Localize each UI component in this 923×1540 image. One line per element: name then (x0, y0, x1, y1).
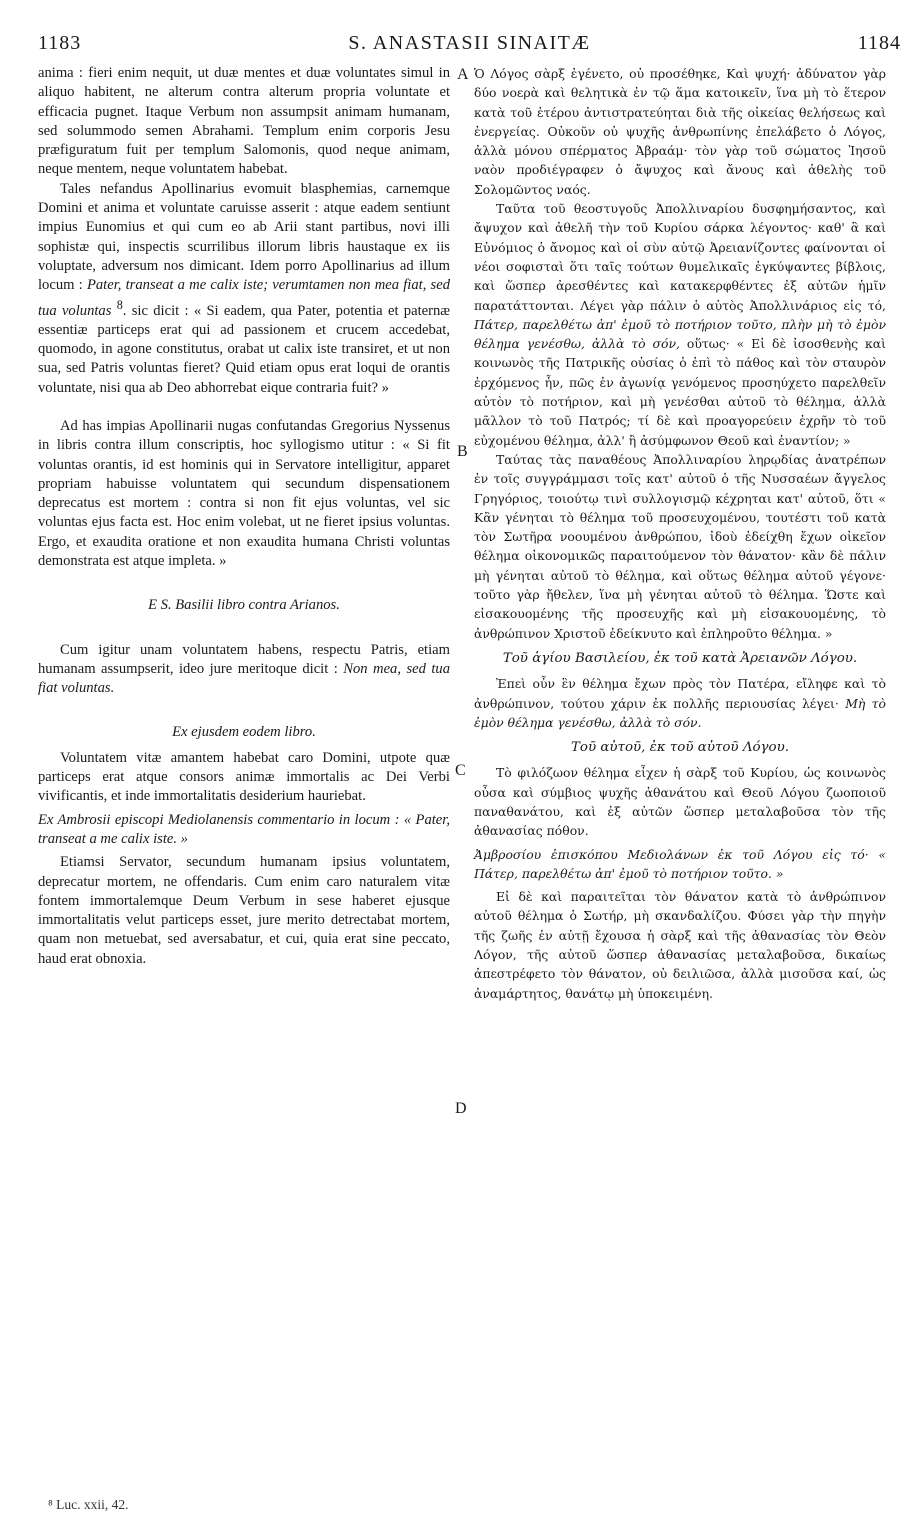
greek-paragraph (474, 674, 886, 732)
greek-quote: Πάτερ, παρελθέτω ἀπ' ἐμοῦ τὸ ποτήριον τοῦτο, πλὴν μὴ τὸ ἐμὸν θέλημα γενέσθω, ἀλλὰ τὸ σόν, (474, 316, 886, 352)
page-header (38, 32, 901, 58)
greek-quote: Μὴ τὸ ἐμὸν θέλημα γενέσθω, ἀλλὰ τὸ σόν. (474, 695, 886, 730)
greek-paragraph: Ταύτας τὰς παναθέους Ἀπολλιναρίου ληρῳδίας ἀνατρέπων ἐν τοῖς συγγράμμασι τοῖς κατ' αὐτοῦ ὁ τῆς Νυσσαέων ἄγγελος Γρηγόριος, τοιούτῳ τινὶ συλλογισμῷ κέχρηται κατ' αὐτοῦ, ὅτι « Κἂν γένηται τὸ θέλημα τοῦ προσευχομένου, τουτέστι τοῦ κατὰ τὸν Σωτῆρα νοουμένου ἀνθρώπου, ἰδοὺ ἐδείχθη ἔχων οἰκεῖον θέλημα οἰκονομικῶς παραιτούμενον τὸν θάνατον· κἂν δὲ πάλιν μὴ γένηται αὐτοῦ τὸ θέλημα, καὶ οὕτως θέλημα αὐτοῦ γέγονε· τοῦτο γὰρ ἤθελεν, ἵνα μὴ γένηται αὐτοῦ τὸ θέλημα. Ὥστε καὶ εἰσακουομένης τῆς προσευχῆς καὶ μὴ εἰσακουομένης, τὸ ἀνθρώπινον Χριστοῦ ἐδείκνυτο καὶ ἐπληροῦτο θέλημα. » (474, 451, 886, 641)
latin-section-heading: Ex ejusdem eodem libro. (172, 724, 316, 741)
latin-paragraph: anima : fieri enim nequit, ut duæ mentes et duæ voluntates simul in aliquo habitent, ne alterum contra alterum propria voluntate et efficacia pugnet. Itaque Verbum non assumpsit animam humanam, sed solummodo semen Abrahami. Templum enim corporis Jesu præfiguratum fuit per templum Salomonis, quod neque animam, neque mentem, neque voluntatem habebat. (38, 65, 450, 178)
greek-text: Ταῦτα τοῦ θεοστυγοῦς Ἀπολλιναρίου δυσφημήσαντος, καὶ ἄψυχον καὶ ἀθελῆ τὴν τοῦ Κυρίου σάρκα λέγοντος· καθ' ἃ καὶ Εὐνόμιος ὁ ἄνομος καὶ οἱ σὺν αὐτῷ Ἀρειανίζοντες φαίνονται οἱ νέοι σοφισταὶ ὅτι ταῖς τούτων θυμελικαῖς ἐγκύψαντες βίβλοις, καὶ ὥσπερ ἀρεσθέντες καὶ κατακερφθέντες ἐξ αὐτῶν ἡμῖν παρατάττονται. Λέγει γὰρ πάλιν ὁ αὐτὸς Ἀπολλινάριος εἰς τό, (474, 201, 886, 313)
greek-text: Ἐπεὶ οὖν ἓν θέλημα ἔχων πρὸς τὸν Πατέρα, εἴληφε καὶ τὸ ἀνθρώπινον, τούτου χάριν ἐκ πολλῆς περιουσίας λέγει· (474, 676, 886, 711)
latin-paragraph (38, 641, 450, 699)
greek-section-heading: Τοῦ αὐτοῦ, ἐκ τοῦ αὐτοῦ Λόγου. (570, 740, 790, 756)
page-number-left: 1183 (38, 32, 82, 54)
latin-quote: Pater, transeat a me calix iste; verumtamen non mea fiat, sed tua voluntas (38, 277, 451, 319)
margin-marker-c: C (455, 762, 466, 779)
latin-column (38, 64, 450, 969)
latin-text: Cum igitur unam voluntatem habens, respectu Patris, etiam humanam assumpserit, ideo jure meritoque dicit : (38, 641, 450, 677)
page-number-right: 1184 (857, 32, 901, 54)
latin-paragraph: Ad has impias Apollinarii nugas confutandas Gregorius Nyssenus in libris contra illum conscriptis, hoc syllogismo utitur : « Si fit voluntas orantis, id est hominis qui in Servatore intelligitur, apparet propriam habuisse voluntatem qui secundum dispensationem deprecatus est mortem : contra si non fit ejus voluntas, vel sic voluntas ejus facta est. Hoc enim volebat, ut ne fieret ipsius voluntas. Ergo, et exaudita oratione et non exaudita humana Christi voluntas demonstrata est atque impleta. » (38, 417, 450, 569)
greek-paragraph (474, 199, 886, 450)
footnote: ⁸ Luc. xxii, 42. (48, 1497, 129, 1512)
latin-section-heading: Ex Ambrosii episcopi Mediolanensis commentario in locum : « Pater, transeat a me calix iste. » (38, 811, 450, 847)
margin-marker-b: B (457, 443, 468, 460)
latin-quote: Non mea, sed tua fiat voluntas. (38, 660, 450, 697)
greek-paragraph: Τὸ φιλόζωον θέλημα εἶχεν ἡ σὰρξ τοῦ Κυρίου, ὡς κοινωνὸς οὖσα καὶ σύμβιος ψυχῆς ἀθανάτου καὶ Θεοῦ Λόγου ζωοποιοῦ παναθανάτου, καὶ ἐξ αὐτῶν ὥσπερ μεταλαβοῦσα τὸν τῆς ἀθανασίας πόθον. (474, 765, 886, 839)
latin-text: Tales nefandus Apollinarius evomuit blasphemias, carnemque Domini et anima et voluntate caruisse asserit : atque eadem sentiunt impius Eunomius et qui cum eo ab Arii stant partibus, novi illi sophistæ qui, inspectis scurrilibus illorum libris haustaque ex iis voluptate, adversum nos dimicant. Idem porro Apollinarius ad illum locum : (38, 180, 450, 294)
greek-text: οὕτως· « Εἰ δὲ ἰσοσθενὴς καὶ κοινωνὸς τῆς Πατρικῆς οὐσίας ὁ ἐπὶ τὸ πάθος καὶ τὸν σταυρὸν ἐρχόμενος ἦν, πῶς ἐν ἀγωνίᾳ γενόμενος προσηύχετο παρελθεῖν αὐτὸν τὸ ποτήριον, καὶ μὴ γενέσθαι αὐτοῦ τὸ θέλημα, ἀλλὰ μᾶλλον τὸ τοῦ Πατρός; τί δὲ καὶ προαγορεύειν ἐχρῆν τὸ τοῦ εὐχομένου θέλημα, ἀλλ' ἢ ἀσύμφωνον Θεοῦ καὶ ἐναντίον; » (474, 336, 886, 448)
running-title: S. ANASTASII SINAITÆ (348, 32, 591, 54)
greek-section-heading: Τοῦ ἁγίου Βασιλείου, ἐκ τοῦ κατὰ Ἀρειανῶν Λόγου. (502, 650, 858, 666)
latin-paragraph (38, 180, 450, 398)
margin-marker-a: A (457, 66, 469, 83)
latin-section-heading: E S. Basilii libro contra Arianos. (148, 597, 340, 614)
greek-paragraph: Εἰ δὲ καὶ παραιτεῖται τὸν θάνατον κατὰ τὸ ἀνθρώπινον αὐτοῦ θέλημα ὁ Σωτήρ, μὴ σκανδαλίζου. Φύσει γὰρ τὴν πηγὴν τῆς ζωῆς ἐν αὐτῇ ἔχουσα ἡ σὰρξ καὶ τῆς ἀθανασίας τὸν Θεὸν Λόγον, τῆς αὐτοῦ ὥσπερ ἀθανασίας μεταλαβοῦσα, δικαίως ἀπεστρέφετο τὸν θάνατον, οὐ δειλιῶσα, ἀλλὰ μισοῦσα καί, ὡς ἀναμάρτητος, θανάτῳ μὴ ὑποκειμένη. (474, 889, 886, 1001)
latin-paragraph: Voluntatem vitæ amantem habebat caro Domini, utpote quæ particeps erat atque consors animæ immortalis ac Dei Verbi vivificantis, et inde immortalitatis desiderium hauriebat. (38, 749, 450, 805)
latin-text: . sic dicit : « Si eadem, qua Pater, potentia et paternæ essentiæ particeps erat qui ad passionem et crucem accedebat, quomodo, in agone constitutus, orabat ut calix iste transiret, et ut non sua, sed Patris voluntas fieret? Quid etiam opus erat loqui de orantis voluntate, nisi qua ab Deo abhorrebat eique contraria fuit? » (38, 302, 450, 396)
footnote-ref: 8 (116, 297, 123, 312)
greek-section-heading: Ἀμβροσίου ἐπισκόπου Μεδιολάνων ἐκ τοῦ Λόγου εἰς τό· « Πάτερ, παρελθέτω ἀπ' ἐμοῦ τὸ ποτήριον τοῦτο. » (474, 846, 886, 881)
greek-column (474, 64, 886, 1003)
greek-paragraph: Ὁ Λόγος σὰρξ ἐγένετο, οὐ προσέθηκε, Καὶ ψυχή· ἀδύνατον γὰρ δύο νοερὰ καὶ θελητικὰ ἐν τῷ ἅμα κατοικεῖν, ἵνα μὴ τὸ ἕτερον κατὰ τοῦ ἑτέρου ἀντιστρατεύηται διὰ τῆς οἰκείας θελήσεως καὶ ἐνεργείας. Οὐκοῦν οὐ ψυχῆς ἀνθρωπίνης ἐπελάβετο ὁ Λόγος, ἀλλὰ μόνου σπέρματος Ἀβραάμ· τὸν γὰρ τοῦ σώματος Ἰησοῦ ναὸν προδιέγραφεν ὁ ἄψυχος καὶ ἄνους καὶ ἀθελὴς τοῦ Σολομῶντος ναός. (474, 66, 886, 197)
margin-marker-d: D (455, 1100, 467, 1117)
latin-paragraph: Etiamsi Servator, secundum humanam ipsius voluntatem, deprecatur mortem, ne offendaris. Cum enim caro naturalem vitæ fontem immortalemque Deum Verbum in sese haberet ejusque immortalitatis velut particeps esset, jure merito detrectabat mortem, quam non metuebat, sed aversabatur, et cui, quia erat sine peccato, haud erat obnoxia. (38, 854, 450, 967)
